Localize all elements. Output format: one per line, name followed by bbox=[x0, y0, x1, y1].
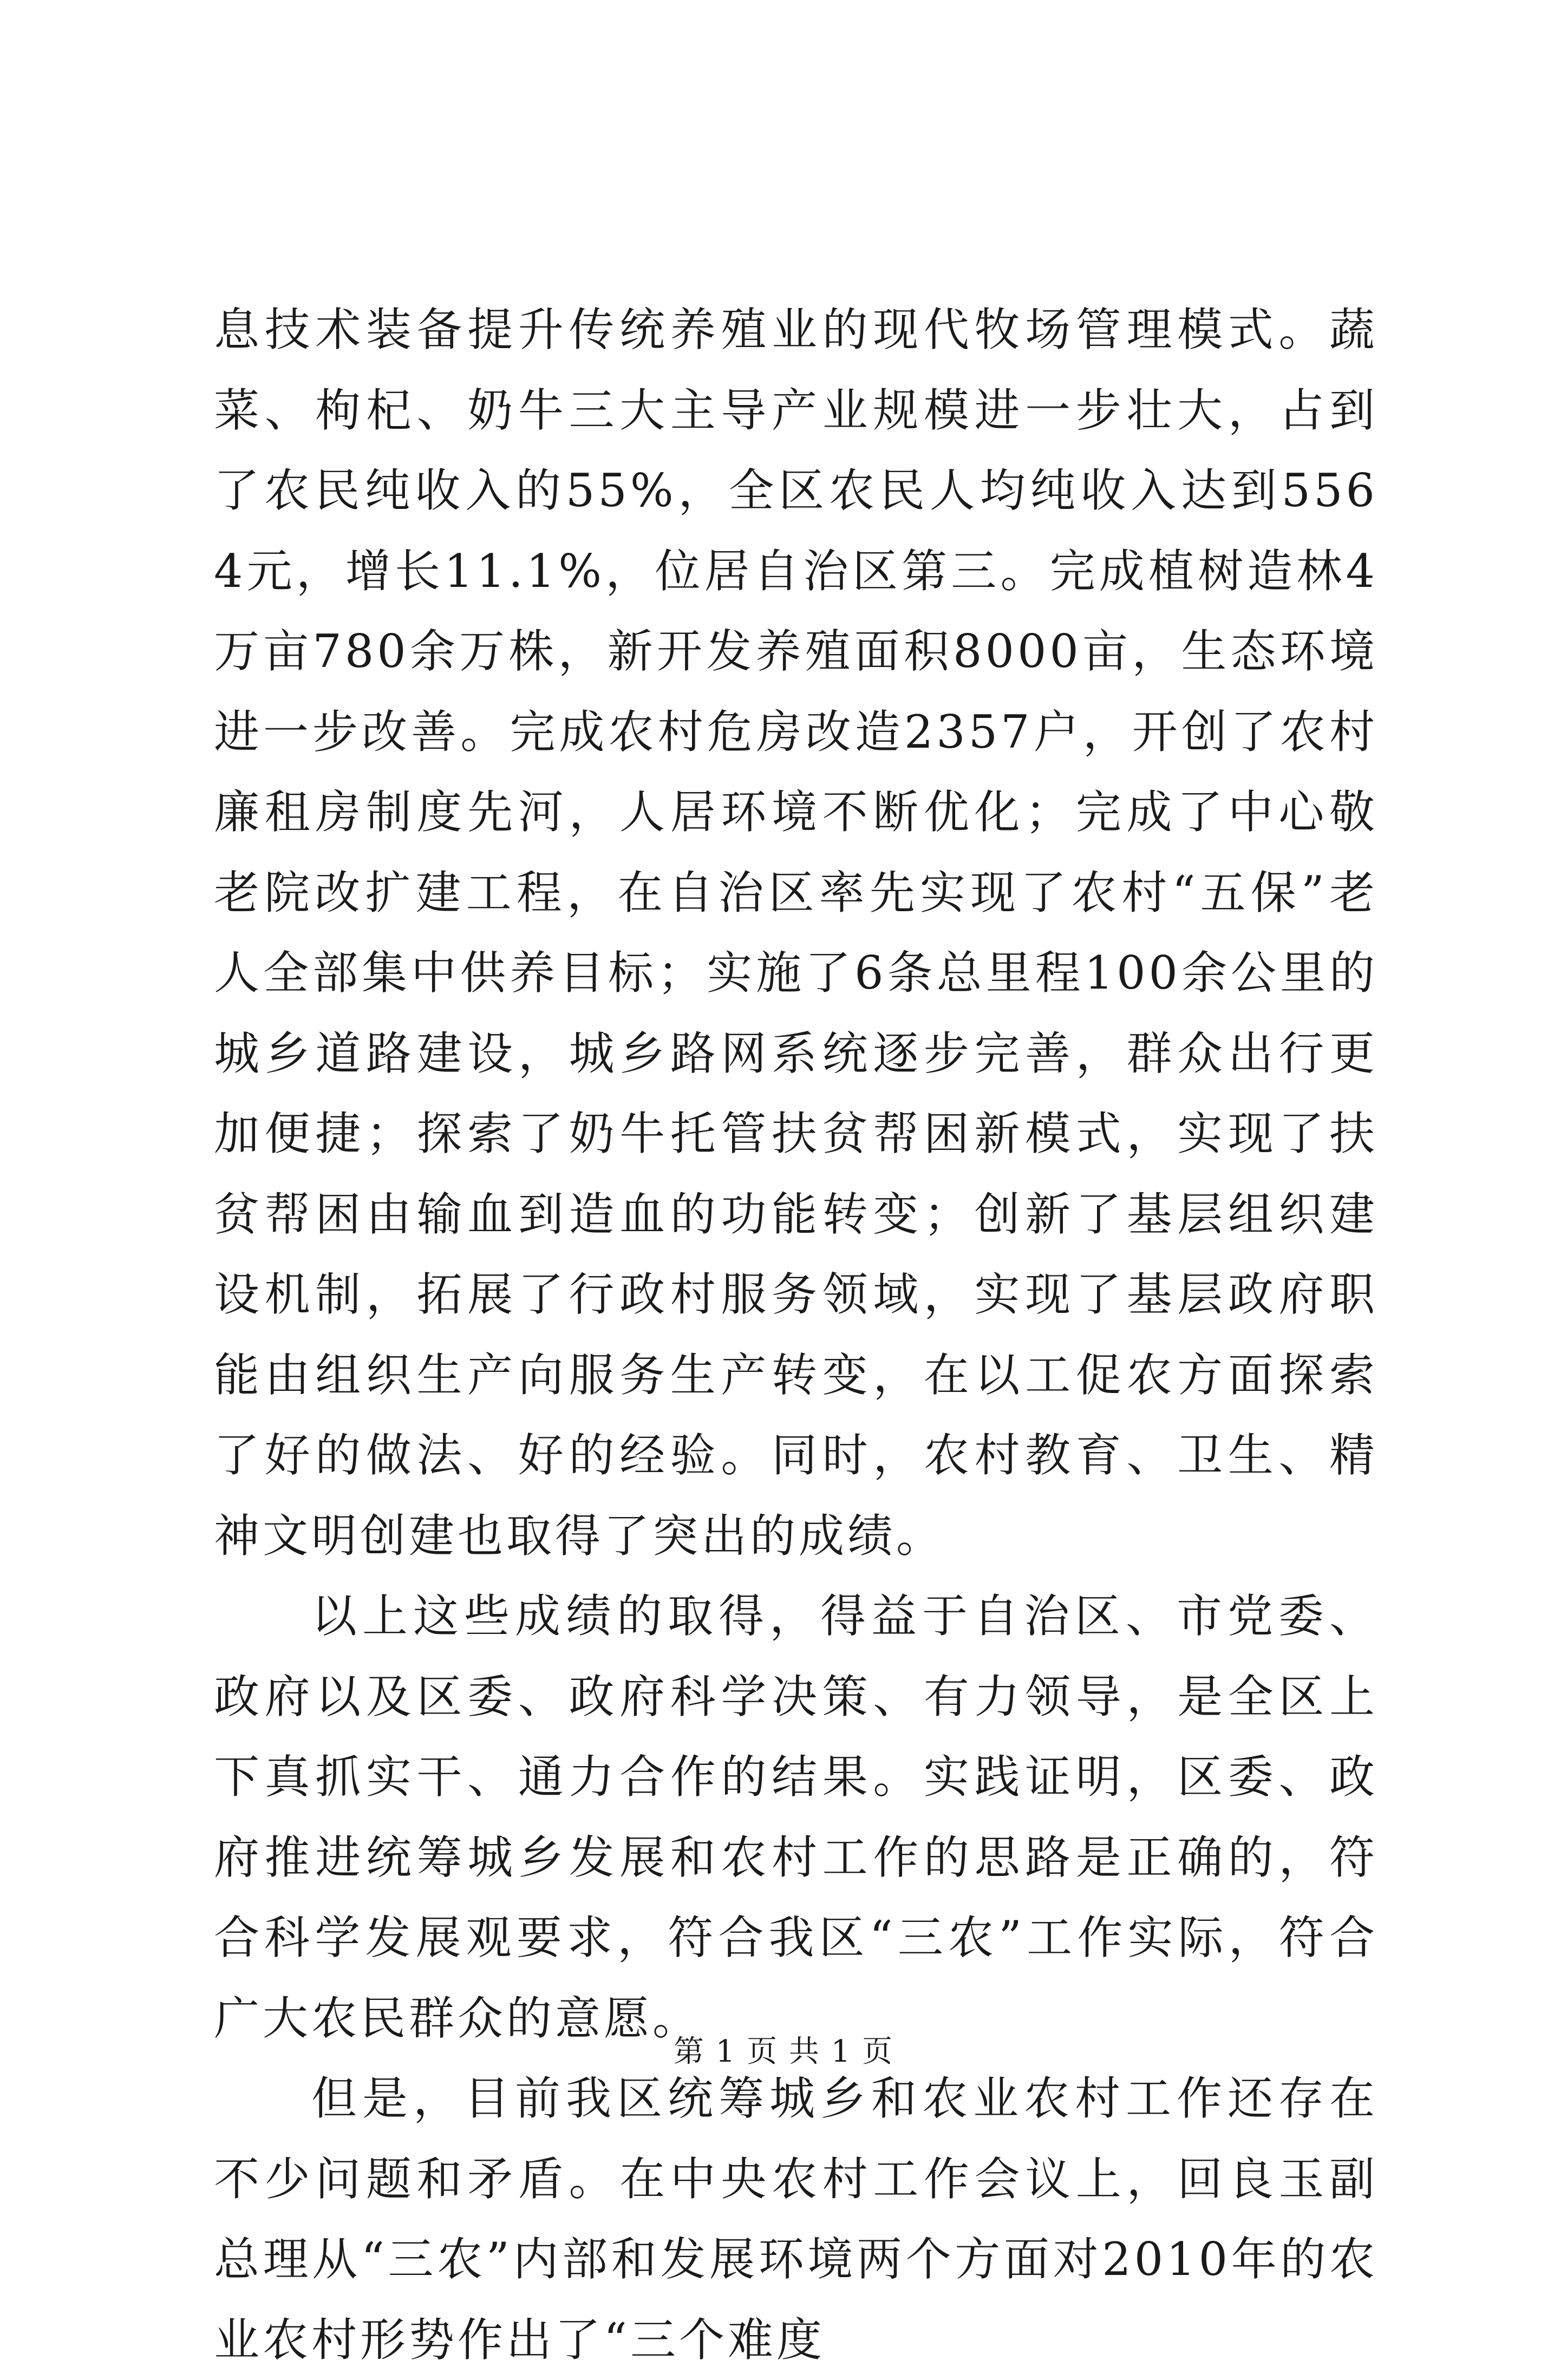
paragraph-continuation: 息技术装备提升传统养殖业的现代牧场管理模式。蔬菜、枸杞、奶牛三大主导产业规模进一步壮大，占到了农民纯收入的55%，全区农民人均纯收入达到5564元，增长11.1%，位居自治区第三。完成植树造林4万亩780余万株，新开发养殖面积8000亩，生态环境进一步改善。完成农村危房改造2357户，开创了农村廉租房制度先河，人居环境不断优化；完成了中心敬老院改扩建工程，在自治区率先实现了农村“五保”老人全部集中供养目标；实施了6条总里程100余公里的城乡道路建设，城乡路网系统逐步完善，群众出行更加便捷；探索了奶牛托管扶贫帮困新模式，实现了扶贫帮困由输血到造血的功能转变；创新了基层组织建设机制，拓展了行政村服务领域，实现了基层政府职能由组织生产向服务生产转变，在以工促农方面探索了好的做法、好的经验。同时，农村教育、卫生、精神文明创建也取得了突出的成绩。 bbox=[214, 303, 1378, 1562]
paragraph-problems: 但是，目前我区统筹城乡和农业农村工作还存在不少问题和矛盾。在中央农村工作会议上，回良玉副总理从“三农”内部和发展环境两个方面对2010年的农业农村形势作出了“三个难度 bbox=[214, 2072, 1378, 2366]
page-footer: 第 1 页 共 1 页 bbox=[673, 2034, 894, 2069]
paragraph-achievements-reason: 以上这些成绩的取得，得益于自治区、市党委、政府以及区委、政府科学决策、有力领导，是全区上下真抓实干、通力合作的结果。实践证明，区委、政府推进统筹城乡发展和农村工作的思路是正确的，符合科学发展观要求，符合我区“三农”工作实际，符合广大农民群众的意愿。 bbox=[214, 1590, 1378, 2045]
